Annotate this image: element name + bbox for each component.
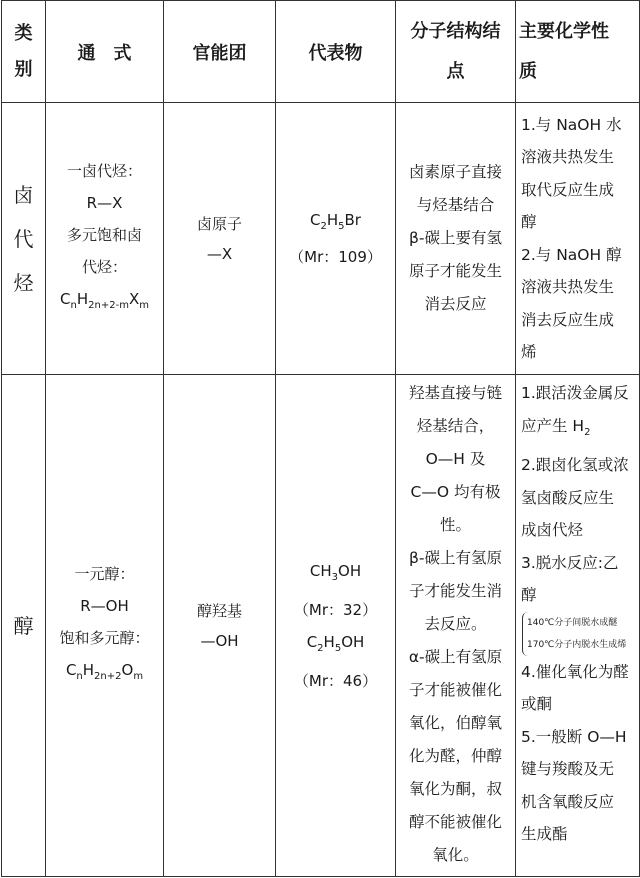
brace-top-note: 140℃分子间脱水成醚 bbox=[527, 617, 618, 628]
structure-cell: 卤素原子直接 与烃基结合 β-碳上要有氢 原子才能发生 消去反应 bbox=[396, 103, 516, 375]
representative-formula-ethanol: $C_2H_5OH$ bbox=[306, 632, 365, 654]
representative-formula: $C_2H_5Br$ bbox=[310, 211, 361, 232]
brace-bottom-note: 170℃分子内脱水生成烯 bbox=[527, 639, 627, 650]
header-functional-group: 官能团 bbox=[164, 1, 276, 103]
properties-cell: 1.与 NaOH 水 溶液共热发生 取代反应生成 醇 2.与 NaOH 醇 溶液共热发生 消去反应生成 烯 bbox=[516, 103, 640, 375]
header-row bbox=[2, 1, 640, 103]
header-properties: 主要化学性 质 bbox=[516, 1, 640, 103]
category-cell: 醇 bbox=[2, 375, 46, 877]
representative-cell: $C_2H_5Br$ （Mr：109） bbox=[276, 103, 396, 375]
properties-cell: 1.跟活泼金属反 应产生 $H_2$ 2.跟卤化氢或浓 氢卤酸反应生 成卤代烃 3.脱水反应:乙 醇 140℃分子间脱水成醚 170℃分子内脱水生成烯 4.催化氧化为醛 或酮 5.一般断 O—H 键与羧酸及无 机含氧酸反应 生成酯 bbox=[516, 375, 640, 877]
formula-cell: 一卤代烃： R—X 多元饱和卤 代烃： $C_nH_{2n+2-m}X_m$ bbox=[46, 103, 164, 375]
table-row-alcohol bbox=[2, 375, 640, 877]
property-h2: 应产生 $H_2$ bbox=[521, 416, 591, 438]
functional-group-cell: 醇羟基 —OH bbox=[164, 375, 276, 877]
representative-formula-methanol: $CH_3OH$ bbox=[309, 561, 362, 583]
dehydration-brace bbox=[522, 612, 639, 656]
functional-group-cell: 卤原子 —X bbox=[164, 103, 276, 375]
general-formula: $C_nH_{2n+2-m}X_m$ bbox=[60, 290, 149, 311]
table-row-haloalkane bbox=[2, 103, 640, 375]
category-cell: 卤 代 烃 bbox=[2, 103, 46, 375]
chemistry-table bbox=[1, 0, 640, 877]
representative-cell: $CH_3OH$ （Mr：32） $C_2H_5OH$ （Mr：46） bbox=[276, 375, 396, 877]
header-formula: 通 式 bbox=[46, 1, 164, 103]
formula-cell: 一元醇： R—OH 饱和多元醇： $C_nH_{2n+2}O_m$ bbox=[46, 375, 164, 877]
header-structure: 分子结构结 点 bbox=[396, 1, 516, 103]
structure-cell: 羟基直接与链 烃基结合， O—H 及 C—O 均有极 性。 β-碳上有氢原 子才能发生消 去反应。 α-碳上有氢原 子才能被催化 氧化，伯醇氧 化为醛，仲醇 氧化为酮，叔 醇不能被催化 氧化。 bbox=[396, 375, 516, 877]
header-category: 类 别 bbox=[2, 1, 46, 103]
general-formula: $C_nH_{2n+2}O_m$ bbox=[65, 661, 144, 682]
header-representative: 代表物 bbox=[276, 1, 396, 103]
